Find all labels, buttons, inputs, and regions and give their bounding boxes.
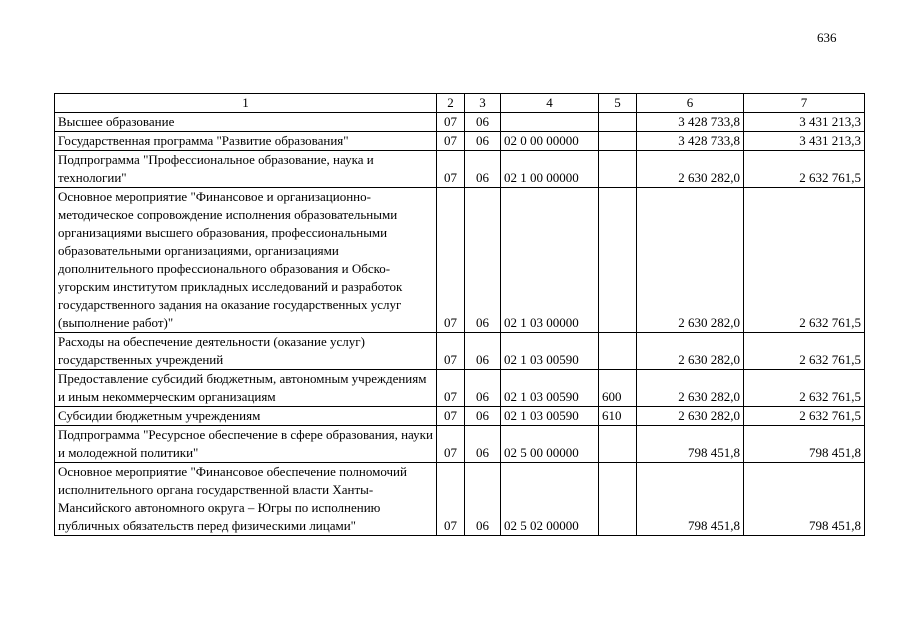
row-name-cell: Предоставление субсидий бюджетным, автономным учреждениям и иным некоммерческим организациям [55, 370, 437, 407]
amount-year2-cell: 798 451,8 [744, 426, 865, 463]
column-header-1: 1 [55, 94, 437, 113]
table-header-row [55, 94, 865, 113]
target-article-cell: 02 1 03 00000 [501, 188, 599, 333]
subsection-code-cell: 06 [465, 132, 501, 151]
section-code-cell: 07 [437, 151, 465, 188]
row-name-cell: Основное мероприятие "Финансовое обеспечение полномочий исполнительного органа государственной власти Ханты-Мансийского автономного округа – Югры по исполнению публичных обязательств перед физическими лицами" [55, 463, 437, 536]
amount-year1-cell: 2 630 282,0 [637, 151, 744, 188]
row-name-cell: Основное мероприятие "Финансовое и организационно-методическое сопровождение исполнения образовательными организациями высшего образования, профессиональными образовательными организациями, организациями дополнительного профессионального образования и Обско-угорским институтом прикладных исследований и разработок государственного задания на оказание государственных услуг (выполнение работ)" [55, 188, 437, 333]
table-row [55, 407, 865, 426]
column-header-2: 2 [437, 94, 465, 113]
column-header-7: 7 [744, 94, 865, 113]
target-article-cell: 02 5 00 00000 [501, 426, 599, 463]
expense-type-cell: 600 [599, 370, 637, 407]
amount-year2-cell: 2 632 761,5 [744, 407, 865, 426]
table-row [55, 132, 865, 151]
expense-type-cell [599, 188, 637, 333]
expense-type-cell [599, 113, 637, 132]
target-article-cell: 02 0 00 00000 [501, 132, 599, 151]
section-code-cell: 07 [437, 370, 465, 407]
budget-table [54, 93, 865, 536]
subsection-code-cell: 06 [465, 333, 501, 370]
column-header-3: 3 [465, 94, 501, 113]
table-row [55, 333, 865, 370]
amount-year2-cell: 3 431 213,3 [744, 113, 865, 132]
row-name-cell: Расходы на обеспечение деятельности (оказание услуг) государственных учреждений [55, 333, 437, 370]
subsection-code-cell: 06 [465, 370, 501, 407]
table-row [55, 426, 865, 463]
target-article-cell: 02 1 03 00590 [501, 407, 599, 426]
target-article-cell: 02 1 03 00590 [501, 333, 599, 370]
amount-year1-cell: 798 451,8 [637, 463, 744, 536]
expense-type-cell [599, 132, 637, 151]
row-name-cell: Государственная программа "Развитие образования" [55, 132, 437, 151]
section-code-cell: 07 [437, 426, 465, 463]
amount-year1-cell: 3 428 733,8 [637, 113, 744, 132]
row-name-cell: Высшее образование [55, 113, 437, 132]
table-row [55, 463, 865, 536]
expense-type-cell [599, 151, 637, 188]
expense-type-cell [599, 333, 637, 370]
subsection-code-cell: 06 [465, 151, 501, 188]
section-code-cell: 07 [437, 333, 465, 370]
expense-type-cell [599, 463, 637, 536]
section-code-cell: 07 [437, 463, 465, 536]
amount-year1-cell: 2 630 282,0 [637, 188, 744, 333]
amount-year1-cell: 2 630 282,0 [637, 407, 744, 426]
subsection-code-cell: 06 [465, 463, 501, 536]
row-name-cell: Подпрограмма "Ресурсное обеспечение в сфере образования, науки и молодежной политики" [55, 426, 437, 463]
subsection-code-cell: 06 [465, 188, 501, 333]
amount-year2-cell: 2 632 761,5 [744, 370, 865, 407]
table-row [55, 113, 865, 132]
amount-year2-cell: 3 431 213,3 [744, 132, 865, 151]
table-row [55, 370, 865, 407]
amount-year2-cell: 2 632 761,5 [744, 188, 865, 333]
amount-year1-cell: 2 630 282,0 [637, 370, 744, 407]
subsection-code-cell: 06 [465, 426, 501, 463]
table-row [55, 151, 865, 188]
column-header-6: 6 [637, 94, 744, 113]
section-code-cell: 07 [437, 407, 465, 426]
target-article-cell: 02 1 03 00590 [501, 370, 599, 407]
column-header-4: 4 [501, 94, 599, 113]
subsection-code-cell: 06 [465, 113, 501, 132]
page-number: 636 [817, 30, 837, 45]
amount-year1-cell: 798 451,8 [637, 426, 744, 463]
target-article-cell [501, 113, 599, 132]
section-code-cell: 07 [437, 132, 465, 151]
target-article-cell: 02 1 00 00000 [501, 151, 599, 188]
amount-year1-cell: 3 428 733,8 [637, 132, 744, 151]
amount-year1-cell: 2 630 282,0 [637, 333, 744, 370]
target-article-cell: 02 5 02 00000 [501, 463, 599, 536]
section-code-cell: 07 [437, 188, 465, 333]
amount-year2-cell: 2 632 761,5 [744, 333, 865, 370]
amount-year2-cell: 2 632 761,5 [744, 151, 865, 188]
table-row [55, 188, 865, 333]
subsection-code-cell: 06 [465, 407, 501, 426]
section-code-cell: 07 [437, 113, 465, 132]
row-name-cell: Субсидии бюджетным учреждениям [55, 407, 437, 426]
expense-type-cell: 610 [599, 407, 637, 426]
expense-type-cell [599, 426, 637, 463]
row-name-cell: Подпрограмма "Профессиональное образование, наука и технологии" [55, 151, 437, 188]
column-header-5: 5 [599, 94, 637, 113]
amount-year2-cell: 798 451,8 [744, 463, 865, 536]
